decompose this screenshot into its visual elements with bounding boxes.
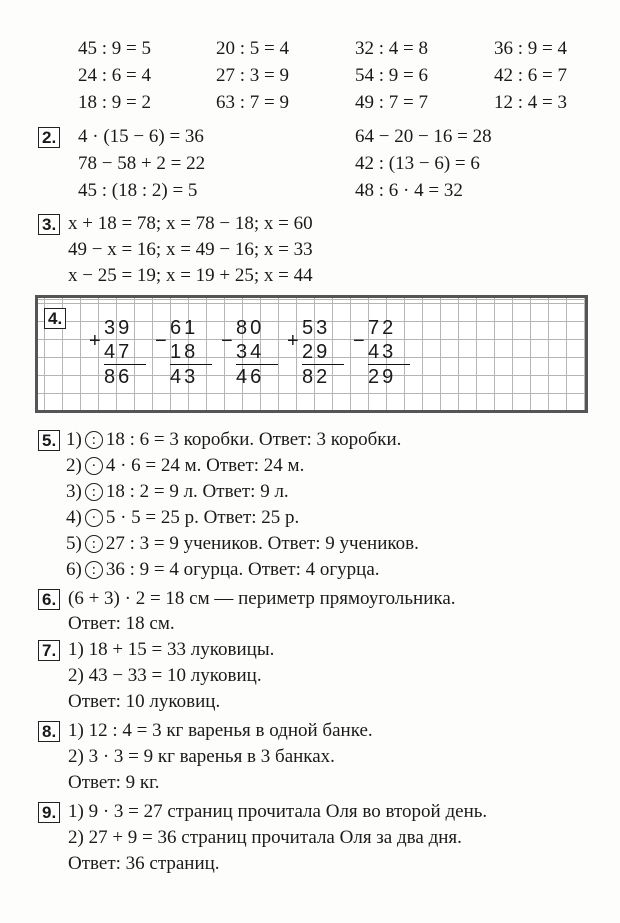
operator: −	[155, 330, 167, 352]
result: 29	[368, 364, 410, 389]
column-difference	[170, 316, 212, 389]
operand-b: 29	[302, 341, 331, 363]
operation-circle-icon: ·	[85, 457, 103, 475]
solution-line: 2) 27 + 9 = 36 страниц прочитала Оля за два дня.	[68, 827, 462, 848]
fact: 32 : 4 = 8	[355, 38, 428, 59]
column-difference	[368, 316, 410, 389]
task-number-5: 5.	[38, 430, 60, 451]
fact: 36 : 9 = 4	[494, 38, 567, 59]
equation: 49 − x = 16; x = 49 − 16; x = 33	[68, 239, 313, 260]
operand-b: 34	[236, 341, 265, 363]
solution-line: (6 + 3) · 2 = 18 см — периметр прямоугольника.	[68, 588, 456, 609]
task-number-2: 2.	[38, 127, 60, 148]
fact: 20 : 5 = 4	[216, 38, 289, 59]
solution-line: 5) : 27 : 3 = 9 учеников. Ответ: 9 учеников.	[66, 533, 419, 554]
fact: 63 : 7 = 9	[216, 92, 289, 113]
task-number-4: 4.	[44, 308, 66, 329]
fact: 45 : 9 = 5	[78, 38, 151, 59]
answer-line: Ответ: 36 страниц.	[68, 853, 220, 874]
expression: 4 · (15 − 6) = 36	[78, 126, 204, 147]
solution-line: 2) · 4 · 6 = 24 м. Ответ: 24 м.	[66, 455, 305, 476]
operation-circle-icon: :	[85, 431, 103, 449]
fact: 12 : 4 = 3	[494, 92, 567, 113]
task-number-6: 6.	[38, 589, 60, 610]
operation-circle-icon: :	[85, 535, 103, 553]
fact: 27 : 3 = 9	[216, 65, 289, 86]
solution-line: 1) 12 : 4 = 3 кг варенья в одной банке.	[68, 720, 373, 741]
operand-b: 18	[170, 341, 199, 363]
operand-a: 53	[302, 317, 331, 339]
operator: −	[353, 330, 365, 352]
solution-line: 2) 3 · 3 = 9 кг варенья в 3 банках.	[68, 746, 335, 767]
operand-a: 80	[236, 317, 265, 339]
task-number-7: 7.	[38, 640, 60, 661]
solution-line: 6) : 36 : 9 = 4 огурца. Ответ: 4 огурца.	[66, 559, 380, 580]
result: 46	[236, 364, 278, 389]
operand-b: 47	[104, 341, 133, 363]
fact: 18 : 9 = 2	[78, 92, 151, 113]
operand-a: 61	[170, 317, 199, 339]
solution-line: 3) : 18 : 2 = 9 л. Ответ: 9 л.	[66, 481, 289, 502]
solution-line: 1) 9 · 3 = 27 страниц прочитала Оля во второй день.	[68, 801, 488, 822]
result: 43	[170, 364, 212, 389]
operation-circle-icon: :	[85, 483, 103, 501]
operation-circle-icon: :	[85, 561, 103, 579]
task-number-8: 8.	[38, 721, 60, 742]
operand-a: 39	[104, 317, 133, 339]
fact: 49 : 7 = 7	[355, 92, 428, 113]
result: 86	[104, 364, 146, 389]
expression: 45 : (18 : 2) = 5	[78, 180, 198, 201]
expression: 78 − 58 + 2 = 22	[78, 153, 206, 174]
solution-line: 2) 43 − 33 = 10 луковиц.	[68, 665, 262, 686]
operator: −	[221, 330, 233, 352]
expression: 48 : 6 · 4 = 32	[355, 180, 463, 201]
equation: x + 18 = 78; x = 78 − 18; x = 60	[68, 213, 313, 234]
column-difference	[236, 316, 278, 389]
solution-line: 4) · 5 · 5 = 25 р. Ответ: 25 р.	[66, 507, 300, 528]
fact: 24 : 6 = 4	[78, 65, 151, 86]
expression: 64 − 20 − 16 = 28	[355, 126, 492, 147]
solution-line: 1) : 18 : 6 = 3 коробки. Ответ: 3 коробки.	[66, 429, 402, 450]
operation-circle-icon: ·	[85, 509, 103, 527]
task-number-9: 9.	[38, 802, 60, 823]
operand-a: 72	[368, 317, 397, 339]
answer-line: Ответ: 18 см.	[68, 613, 175, 634]
result: 82	[302, 364, 344, 389]
solution-line: 1) 18 + 15 = 33 луковицы.	[68, 639, 275, 660]
answer-line: Ответ: 10 луковиц.	[68, 691, 221, 712]
operator: +	[287, 330, 299, 352]
expression: 42 : (13 − 6) = 6	[355, 153, 480, 174]
answer-line: Ответ: 9 кг.	[68, 772, 160, 793]
task-number-3: 3.	[38, 214, 60, 235]
equation: x − 25 = 19; x = 19 + 25; x = 44	[68, 265, 313, 286]
fact: 42 : 6 = 7	[494, 65, 567, 86]
fact: 54 : 9 = 6	[355, 65, 428, 86]
operand-b: 43	[368, 341, 397, 363]
column-sum	[302, 316, 344, 389]
operator: +	[89, 330, 101, 352]
column-sum	[104, 316, 146, 389]
